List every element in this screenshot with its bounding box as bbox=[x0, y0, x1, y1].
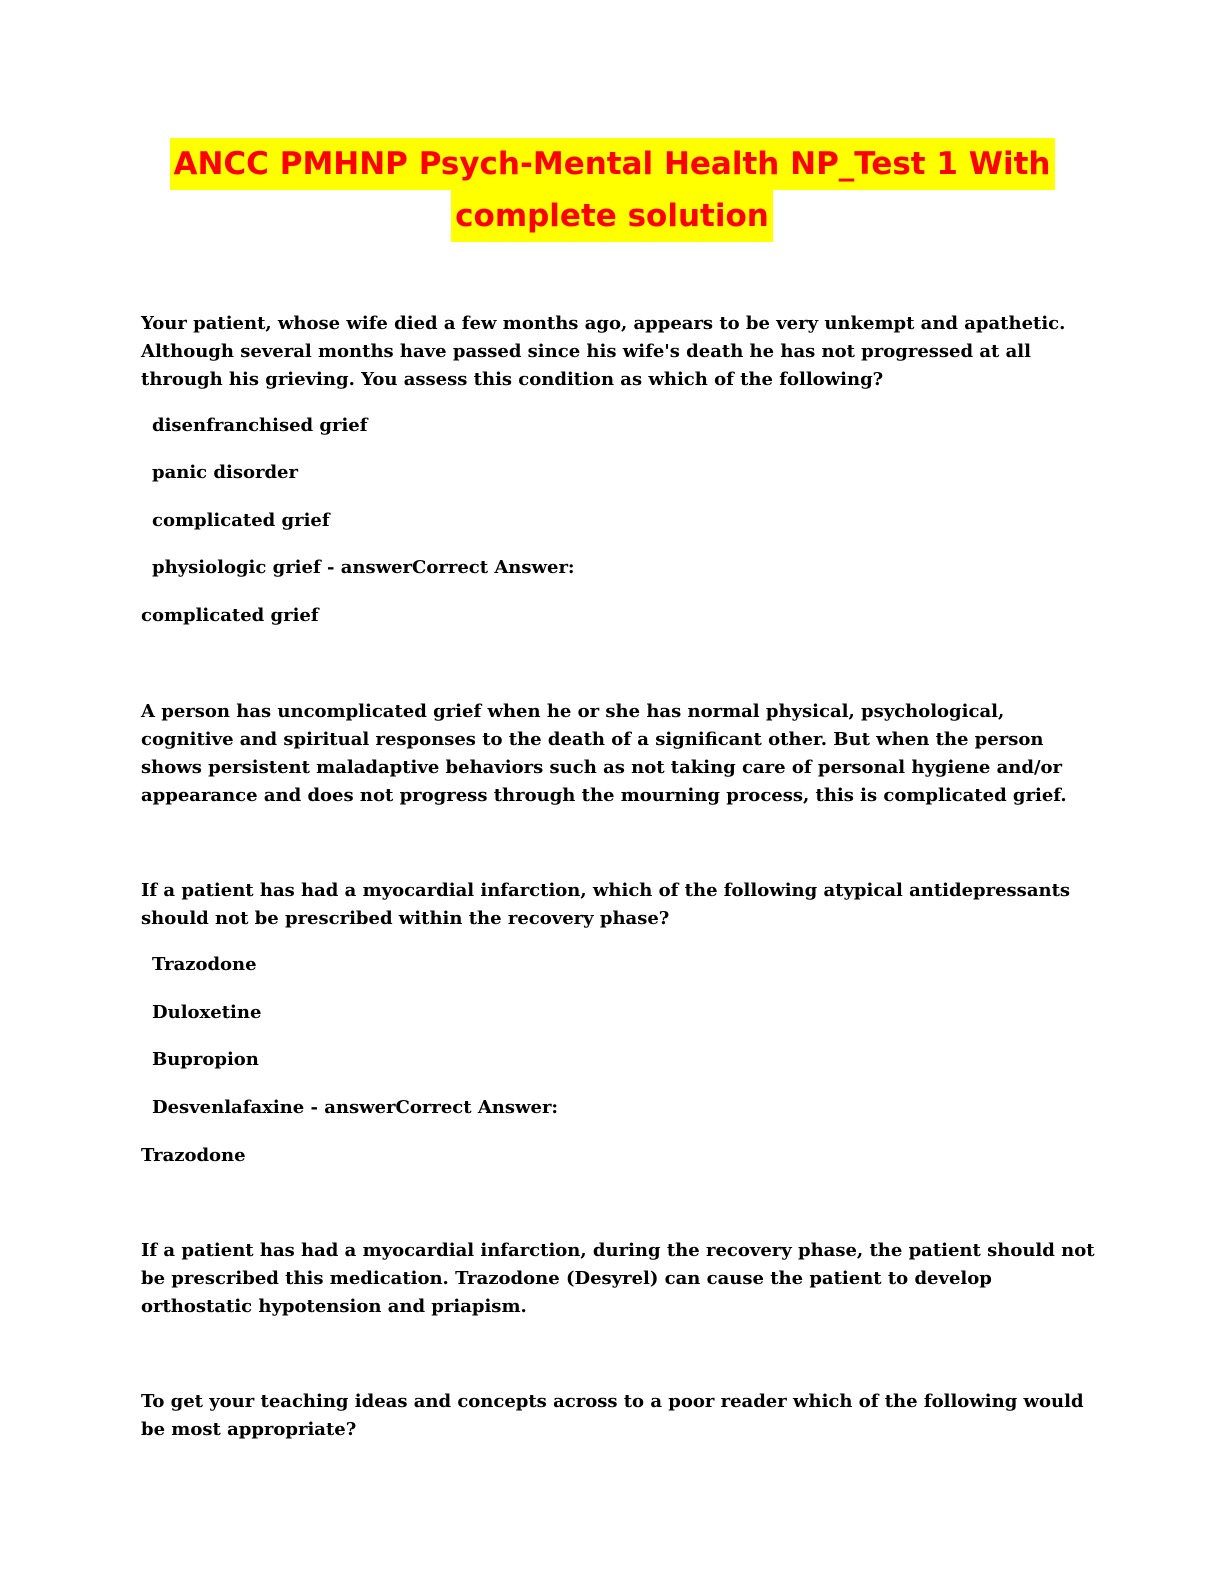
question-2-answer: Trazodone bbox=[141, 1145, 246, 1166]
question-2-stem: If a patient has had a myocardial infarction, which of the following atypical antidepressants should not be prescribed within the recovery phase? bbox=[141, 880, 1071, 929]
question-1-option-a: disenfranchised grief bbox=[152, 415, 368, 436]
document-title bbox=[0, 138, 1224, 242]
question-1-stem: Your patient, whose wife died a few months ago, appears to be very unkempt and apathetic. Although several months have passed since his wife's death he has not progressed at all through his grieving. You assess this condition as which of the following? bbox=[141, 313, 1066, 390]
question-1-answer: complicated grief bbox=[141, 605, 319, 626]
question-1-option-b: panic disorder bbox=[152, 462, 298, 483]
question-1-option-c: complicated grief bbox=[152, 510, 330, 531]
title-line-2: complete solution bbox=[451, 190, 773, 242]
question-1-option-d: physiologic grief - answerCorrect Answer: bbox=[152, 557, 575, 578]
question-1-explanation: A person has uncomplicated grief when he or she has normal physical, psychological, cognitive and spiritual responses to the death of a significant other. But when the person shows persistent maladaptive behaviors such as not taking care of personal hygiene and/or appearance and does not progress through the mourning process, this is complicated grief. bbox=[141, 701, 1067, 806]
question-2-option-c: Bupropion bbox=[152, 1049, 259, 1070]
question-2-explanation: If a patient has had a myocardial infarction, during the recovery phase, the patient should not be prescribed this medication. Trazodone (Desyrel) can cause the patient to develop orthostatic hypotension and priapism. bbox=[141, 1240, 1095, 1317]
title-line-1: ANCC PMHNP Psych-Mental Health NP_Test 1 With bbox=[170, 138, 1055, 190]
question-2-option-a: Trazodone bbox=[152, 954, 257, 975]
question-2-option-b: Duloxetine bbox=[152, 1002, 262, 1023]
question-3-stem: To get your teaching ideas and concepts across to a poor reader which of the following would be most appropriate? bbox=[141, 1391, 1084, 1440]
question-2-option-d: Desvenlafaxine - answerCorrect Answer: bbox=[152, 1097, 559, 1118]
